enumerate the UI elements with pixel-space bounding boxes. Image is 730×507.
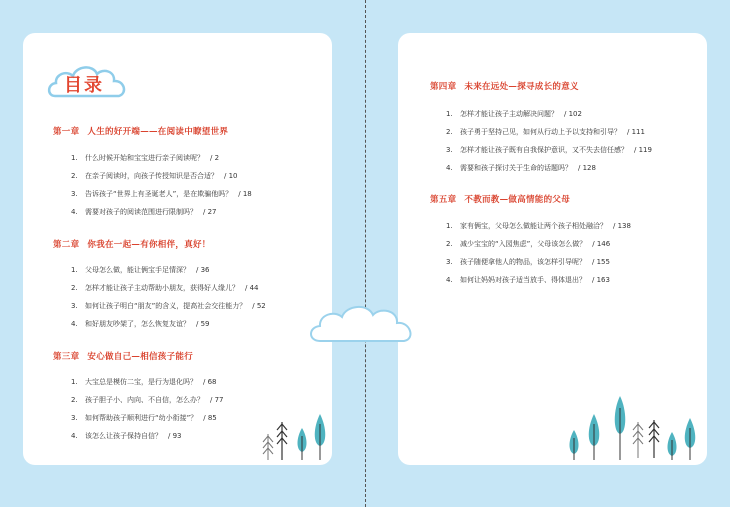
toc-entry[interactable] [71, 189, 252, 199]
teal-tree-icon [615, 396, 626, 460]
pine-tree-icon [633, 422, 643, 458]
entry-page: / 93 [168, 432, 182, 440]
entry-text: 什么时候开始和宝宝进行亲子阅读呢？ [85, 154, 204, 162]
entry-text: 需要和孩子探讨关于生命的话题吗？ [460, 164, 572, 172]
tree-cluster-icon [258, 412, 330, 462]
entry-number: 1. [71, 154, 78, 162]
entry-number: 2. [446, 240, 453, 248]
toc-entry[interactable] [71, 413, 217, 423]
entry-text: 孩子胆子小、内向、不自信，怎么办？ [85, 396, 204, 404]
chapter-5-heading[interactable] [430, 193, 570, 205]
toc-entry[interactable] [446, 275, 610, 285]
chapter-title: 你我在一起—有你相伴，真好！ [87, 240, 211, 250]
pine-tree-icon [277, 422, 287, 460]
entry-text: 如何帮助孩子顺利进行“幼小衔接”？ [85, 414, 198, 422]
chapter-4-heading[interactable] [430, 80, 579, 92]
entry-text: 和好朋友吵架了，怎么恢复友谊？ [85, 320, 190, 328]
entry-text: 大宝总是模仿二宝，是行为退化吗？ [85, 378, 197, 386]
toc-entry[interactable] [71, 319, 210, 329]
chapter-1-heading[interactable] [53, 125, 228, 137]
entry-text: 告诉孩子“世界上有圣诞老人”，是在欺骗他吗？ [85, 190, 233, 198]
pine-tree-icon [649, 420, 659, 458]
entry-number: 4. [71, 432, 78, 440]
entry-page: / 119 [634, 146, 652, 154]
entry-page: / 163 [592, 276, 610, 284]
entry-text: 如何让孩子明白“朋友”的含义，提高社会交往能力？ [85, 302, 247, 310]
entry-text: 如何让妈妈对孩子适当放手、得体退出？ [460, 276, 586, 284]
entry-page: / 102 [564, 110, 582, 118]
entry-number: 4. [71, 320, 78, 328]
entry-text: 孩子随便拿他人的物品，该怎样引导呢？ [460, 258, 586, 266]
entry-page: / 36 [196, 266, 210, 274]
chapter-title: 不教而教—做高情能的父母 [464, 195, 571, 205]
entry-number: 2. [71, 284, 78, 292]
entry-page: / 18 [238, 190, 252, 198]
toc-entry[interactable] [71, 395, 224, 405]
entry-page: / 128 [578, 164, 596, 172]
toc-entry[interactable] [71, 153, 219, 163]
entry-page: / 27 [203, 208, 217, 216]
toc-entry[interactable] [71, 301, 266, 311]
entry-page: / 52 [252, 302, 266, 310]
entry-page: / 111 [627, 128, 645, 136]
entry-text: 怎样才能让孩子主动解决问题？ [460, 110, 558, 118]
toc-entry[interactable] [71, 265, 210, 275]
entry-page: / 77 [210, 396, 224, 404]
entry-text: 该怎么让孩子保持自信？ [85, 432, 162, 440]
entry-text: 孩子勇于坚持己见，如何从行动上予以支持和引导？ [460, 128, 621, 136]
entry-page: / 138 [613, 222, 631, 230]
entry-page: / 146 [592, 240, 611, 248]
toc-title: 目录 [64, 75, 104, 96]
entry-page: / 68 [203, 378, 217, 386]
chapter-number: 第三章 [53, 352, 80, 362]
entry-page: / 44 [245, 284, 259, 292]
chapter-title: 未来在远处—探寻成长的意义 [464, 82, 579, 92]
entry-number: 1. [446, 222, 453, 230]
entry-page: / 155 [592, 258, 610, 266]
toc-entry[interactable] [446, 109, 582, 119]
toc-entry[interactable] [446, 163, 596, 173]
entry-number: 4. [446, 276, 453, 284]
chapter-2-heading[interactable] [53, 238, 211, 250]
toc-entry[interactable] [71, 171, 238, 181]
entry-number: 3. [446, 146, 453, 154]
entry-text: 怎样才能让孩子主动帮助小朋友，获得好人缘儿？ [85, 284, 239, 292]
entry-text: 怎样才能让孩子既有自我保护意识，又不失去信任感？ [460, 146, 628, 154]
chapter-title: 人生的好开端——在阅读中瞭望世界 [87, 127, 229, 137]
toc-entry[interactable] [71, 207, 217, 217]
entry-number: 2. [71, 396, 78, 404]
chapter-number: 第一章 [53, 127, 80, 137]
entry-number: 3. [446, 258, 453, 266]
teal-tree-icon [570, 430, 579, 460]
toc-entry[interactable] [446, 221, 631, 231]
entry-number: 2. [71, 172, 78, 180]
entry-page: / 2 [210, 154, 220, 162]
cloud-icon [306, 301, 426, 349]
entry-text: 需要对孩子的阅读范围进行限制吗？ [85, 208, 197, 216]
chapter-title: 安心做自己—相信孩子能行 [87, 352, 194, 362]
entry-page: / 59 [196, 320, 210, 328]
entry-text: 在亲子阅读时，向孩子传授知识是否合适？ [85, 172, 218, 180]
entry-text: 父母怎么做，能让俩宝手足情深？ [85, 266, 190, 274]
tree-cluster-icon [560, 392, 704, 462]
entry-page: / 10 [224, 172, 238, 180]
chapter-number: 第四章 [430, 82, 457, 92]
entry-number: 1. [71, 378, 78, 386]
toc-entry[interactable] [446, 145, 652, 155]
toc-entry[interactable] [446, 239, 610, 249]
entry-number: 1. [71, 266, 78, 274]
teal-tree-icon [298, 428, 307, 460]
entry-text: 家有俩宝，父母怎么做能让两个孩子相处融洽？ [460, 222, 607, 230]
entry-number: 1. [446, 110, 453, 118]
entry-number: 2. [446, 128, 453, 136]
chapter-number: 第二章 [53, 240, 80, 250]
entry-number: 3. [71, 190, 78, 198]
toc-entry[interactable] [71, 283, 259, 293]
teal-tree-icon [589, 414, 600, 460]
book-spine-fold [365, 0, 366, 507]
teal-tree-icon [685, 418, 696, 460]
toc-entry[interactable] [71, 377, 217, 387]
entry-number: 3. [71, 302, 78, 310]
toc-entry[interactable] [71, 431, 182, 441]
entry-page: / 85 [203, 414, 217, 422]
entry-number: 4. [446, 164, 453, 172]
chapter-3-heading[interactable] [53, 350, 193, 362]
chapter-number: 第五章 [430, 195, 457, 205]
entry-number: 4. [71, 208, 78, 216]
entry-text: 减少宝宝的“入园焦虑”，父母该怎么做？ [460, 240, 587, 248]
toc-entry[interactable] [446, 257, 610, 267]
pine-tree-icon [263, 434, 273, 460]
entry-number: 3. [71, 414, 78, 422]
teal-tree-icon [668, 432, 677, 460]
teal-tree-icon [315, 414, 326, 460]
toc-entry[interactable] [446, 127, 645, 137]
